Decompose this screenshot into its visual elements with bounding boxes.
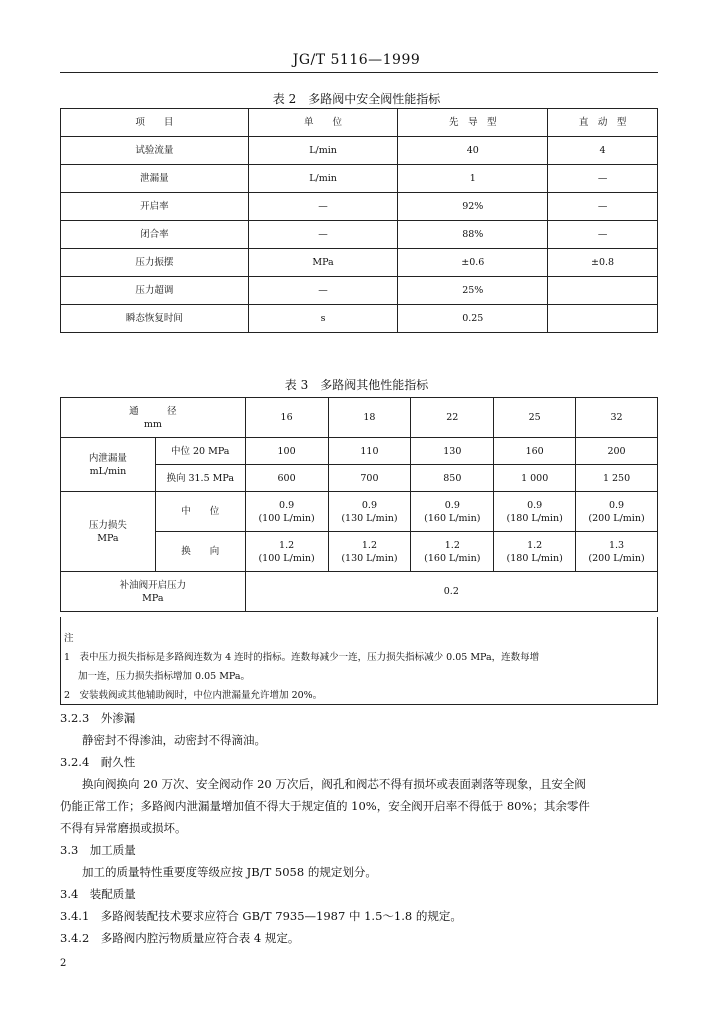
table2-cell: 试验流量 <box>61 137 249 165</box>
table3-loss-flow: (200 L/min) <box>588 552 645 564</box>
table3-cell: 600 <box>245 465 328 492</box>
table3-header-row <box>61 398 658 438</box>
table2 <box>60 108 658 333</box>
section-3-3-text: 加工的质量特性重要度等级应按 JB/T 5058 的规定划分。 <box>82 865 377 879</box>
table-row <box>61 221 658 249</box>
table3-header-label: 通 径 <box>129 405 177 417</box>
table3-leak-unit: mL/min <box>89 465 127 477</box>
table2-cell: s <box>248 305 398 333</box>
table2-header-cell: 项 目 <box>61 109 249 137</box>
table2-cell: 瞬态恢复时间 <box>61 305 249 333</box>
table2-cell <box>548 277 658 305</box>
table-row <box>61 193 658 221</box>
section-3-2-3-title: 3.2.3 外渗漏 <box>60 711 136 725</box>
section-3-2-4-line-3: 不得有异常磨损或损坏。 <box>60 821 187 835</box>
table3-cell <box>494 492 576 532</box>
section-3-2-4-title: 3.2.4 耐久性 <box>60 755 136 769</box>
table2-cell: — <box>548 221 658 249</box>
table2-cell: 92% <box>398 193 548 221</box>
table2-cell: — <box>248 221 398 249</box>
table2-cell: ±0.6 <box>398 249 548 277</box>
table3-cell <box>494 532 576 572</box>
table3-loss-flow: (180 L/min) <box>506 552 563 564</box>
note-2: 2 安装载阀或其他辅助阀时，中位内泄漏量允许增加 20%。 <box>64 690 323 701</box>
table2-cell: 闭合率 <box>61 221 249 249</box>
table3-refill-unit: MPa <box>142 592 164 604</box>
table3-loss-flow: (130 L/min) <box>341 512 398 524</box>
table3-cell: 130 <box>411 438 494 465</box>
section-3-3-title: 3.3 加工质量 <box>60 843 136 857</box>
table-row <box>61 277 658 305</box>
table3-loss-label-cell <box>61 492 156 572</box>
table3-loss-dir-label: 换 向 <box>155 532 245 572</box>
table-row <box>61 492 658 532</box>
table3-cell: 100 <box>245 438 328 465</box>
table3-cell <box>328 532 411 572</box>
table2-cell: 88% <box>398 221 548 249</box>
table2-cell: 压力超调 <box>61 277 249 305</box>
table3-leak-label: 内泄漏量 <box>88 452 127 464</box>
table3-cell <box>328 492 411 532</box>
table3-loss-value: 0.9 <box>608 499 625 511</box>
table3-loss-value: 1.2 <box>361 539 377 551</box>
table3-size: 32 <box>576 398 658 438</box>
table3-loss-value: 0.9 <box>361 499 377 511</box>
table3-loss-value: 1.3 <box>608 539 625 551</box>
table2-header-row <box>61 109 658 137</box>
table2-header-cell: 先 导 型 <box>398 109 548 137</box>
table2-cell: 25% <box>398 277 548 305</box>
table2-cell: — <box>548 193 658 221</box>
table3-header-unit: mm <box>143 418 162 430</box>
table2-header-cell: 单 位 <box>248 109 398 137</box>
table2-cell: 1 <box>398 165 548 193</box>
table3-loss-unit: MPa <box>97 532 119 544</box>
table3-loss-value: 0.9 <box>527 499 543 511</box>
header-rule <box>60 72 658 73</box>
table3-loss-flow: (180 L/min) <box>506 512 563 524</box>
table3-refill-label: 补油阀开启压力 <box>119 579 187 591</box>
table2-cell: 0.25 <box>398 305 548 333</box>
table3-cell: 700 <box>328 465 411 492</box>
table3-caption: 表 3 多路阀其他性能指标 <box>284 378 429 392</box>
section-3-2-3-text: 静密封不得渗油，动密封不得滴油。 <box>82 733 266 747</box>
table3-loss-label: 压力损失 <box>88 519 127 531</box>
document-header: JG/T 5116—1999 <box>292 52 421 68</box>
table2-cell: 40 <box>398 137 548 165</box>
table3-size: 16 <box>245 398 328 438</box>
table3-loss-flow: (100 L/min) <box>258 552 315 564</box>
table3-loss-flow: (160 L/min) <box>424 552 481 564</box>
table2-cell <box>548 305 658 333</box>
table3-cell: 1 000 <box>494 465 576 492</box>
table-row <box>61 572 658 612</box>
table3 <box>60 397 658 612</box>
table2-cell: — <box>548 165 658 193</box>
section-3-4-title: 3.4 装配质量 <box>60 887 136 901</box>
table2-cell: 泄漏量 <box>61 165 249 193</box>
table2-cell: ±0.8 <box>548 249 658 277</box>
table3-leak-mid-label: 中位 20 MPa <box>155 438 245 465</box>
table-row <box>61 305 658 333</box>
table3-cell <box>245 492 328 532</box>
table3-size: 18 <box>328 398 411 438</box>
table-row <box>61 137 658 165</box>
table3-cell: 200 <box>576 438 658 465</box>
table3-loss-value: 0.9 <box>279 499 295 511</box>
table3-loss-value: 1.2 <box>527 539 543 551</box>
table-row <box>61 249 658 277</box>
section-3-4-1: 3.4.1 多路阀装配技术要求应符合 GB/T 7935—1987 中 1.5～1.8 的规定。 <box>60 909 462 923</box>
table2-cell: L/min <box>248 137 398 165</box>
table2-header-cell: 直 动 型 <box>548 109 658 137</box>
page-number: 2 <box>60 958 67 969</box>
table3-cell <box>411 532 494 572</box>
table-row <box>61 438 658 465</box>
table2-cell: MPa <box>248 249 398 277</box>
table3-leak-dir-label: 换向 31.5 MPa <box>155 465 245 492</box>
table3-cell: 1 250 <box>576 465 658 492</box>
notes-title: 注 <box>64 633 74 644</box>
table3-cell <box>411 492 494 532</box>
table3-loss-flow: (200 L/min) <box>588 512 645 524</box>
note-1-line-2: 加一连，压力损失指标增加 0.05 MPa。 <box>78 671 251 682</box>
table2-cell: — <box>248 193 398 221</box>
table3-notes <box>64 629 654 705</box>
table3-refill-label-cell <box>61 572 246 612</box>
table3-cell <box>576 532 658 572</box>
section-3-2-4-line-2: 仍能正常工作；多路阀内泄漏量增加值不得大于规定值的 10%，安全阀开启率不得低于 80%；其余零件 <box>60 799 590 813</box>
table3-loss-value: 1.2 <box>444 539 460 551</box>
table3-loss-value: 0.9 <box>444 499 460 511</box>
table3-header-label-cell <box>61 398 246 438</box>
table2-caption: 表 2 多路阀中安全阀性能指标 <box>272 92 441 106</box>
table2-cell: 4 <box>548 137 658 165</box>
table3-loss-flow: (130 L/min) <box>341 552 398 564</box>
table3-size: 22 <box>411 398 494 438</box>
table3-cell <box>245 532 328 572</box>
table3-cell: 160 <box>494 438 576 465</box>
table2-cell: L/min <box>248 165 398 193</box>
table3-loss-flow: (100 L/min) <box>258 512 315 524</box>
table3-cell <box>576 492 658 532</box>
table3-refill-value: 0.2 <box>245 572 657 612</box>
section-3-4-2: 3.4.2 多路阀内腔污物质量应符合表 4 规定。 <box>60 931 300 945</box>
section-3-2-4-line-1: 换向阀换向 20 万次、安全阀动作 20 万次后，阀孔和阀芯不得有损坏或表面剥落等现象，且安全阀 <box>82 777 586 791</box>
table2-cell: 压力振摆 <box>61 249 249 277</box>
table-row <box>61 165 658 193</box>
table3-loss-flow: (160 L/min) <box>424 512 481 524</box>
table3-size: 25 <box>494 398 576 438</box>
table3-loss-mid-label: 中 位 <box>155 492 245 532</box>
table3-cell: 850 <box>411 465 494 492</box>
table3-cell: 110 <box>328 438 411 465</box>
table2-cell: — <box>248 277 398 305</box>
note-1-line-1: 1 表中压力损失指标是多路阀连数为 4 连时的指标。连数每减少一连，压力损失指标减少 0.05 MPa，连数每增 <box>64 652 540 663</box>
table2-cell: 开启率 <box>61 193 249 221</box>
table3-leak-label-cell <box>61 438 156 492</box>
table3-loss-value: 1.2 <box>279 539 295 551</box>
